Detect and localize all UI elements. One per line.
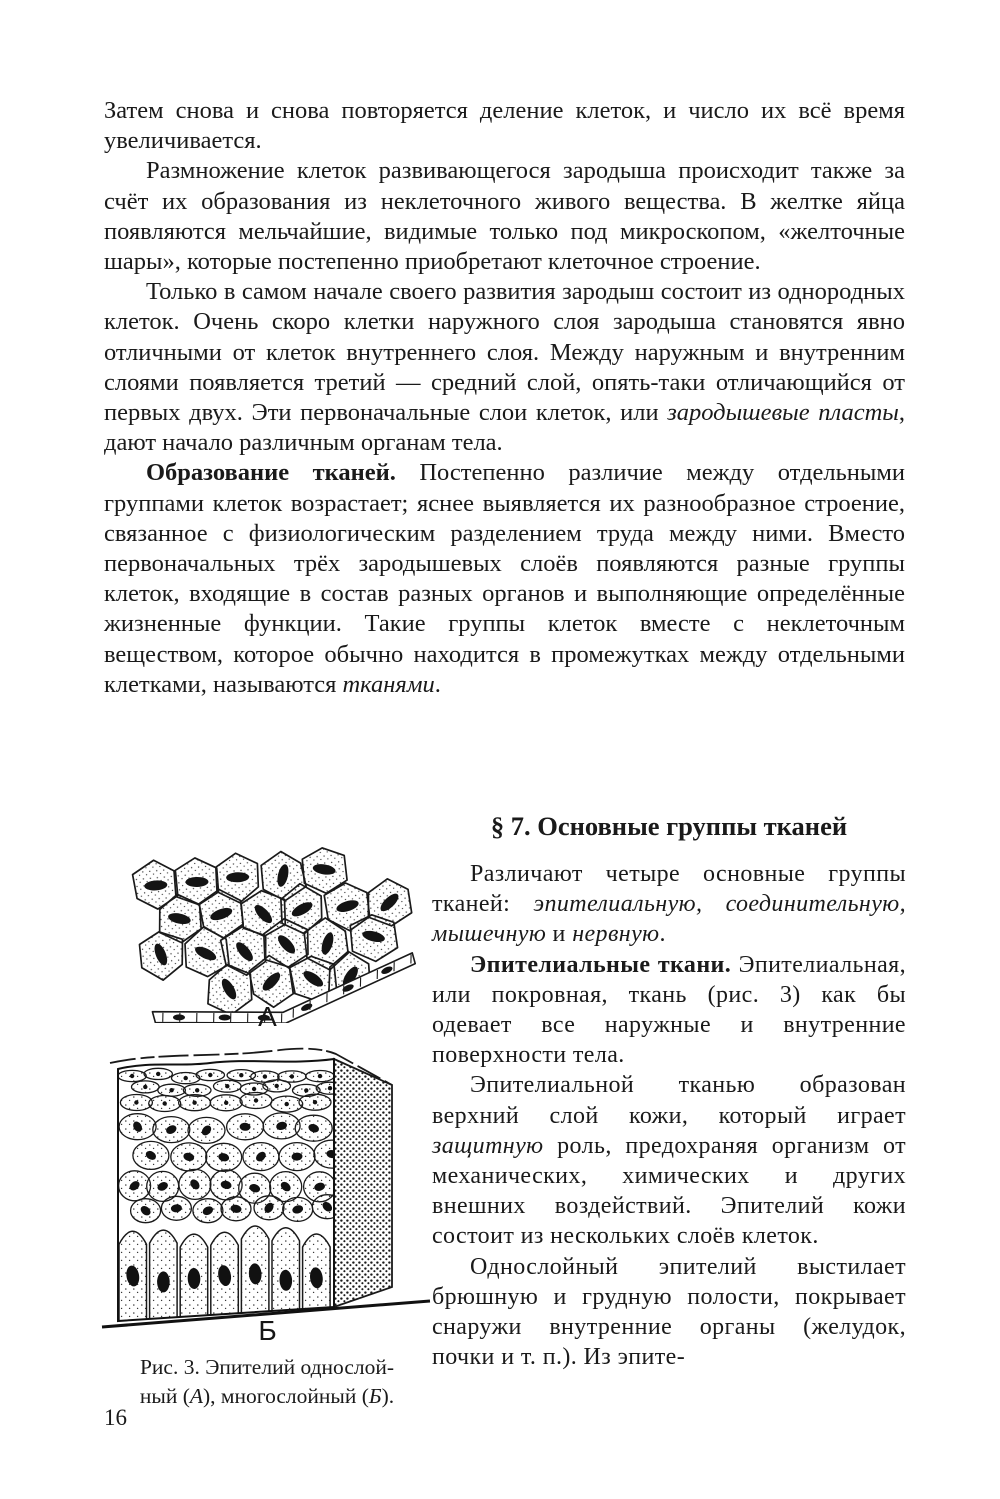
text-run: нервную [572, 921, 660, 948]
paragraph [432, 1252, 906, 1373]
text-run: роль, предохраняя организм от механических, химических и других внешних воздействий. Эпителий кожи состоит из нескольких слоёв клеток. [432, 1132, 906, 1250]
single-layer-epithelium-illustration [126, 845, 418, 1023]
multi-layer-epithelium-illustration [100, 1039, 432, 1331]
text-run: защитную [432, 1132, 544, 1159]
text-run: ). [381, 1383, 395, 1408]
text-run: Различают четыре основные группы тканей: [432, 861, 906, 918]
figure-caption [102, 1353, 432, 1410]
paragraph [432, 950, 906, 1071]
paragraph [104, 277, 905, 458]
text-run: зародышевые пласты [667, 399, 899, 427]
text-run: Однослойный эпителий выстилает брюшную и грудную полости, покрывает снаружи внутренние органы (желудок, почки и т. п.). Из эпите- [432, 1253, 906, 1371]
paragraph [104, 156, 905, 277]
paragraph [104, 96, 905, 156]
figure-label-a: А [258, 1001, 277, 1032]
text-run: Размножение клеток развивающегося зародыша происходит также за счёт их образования из неклеточного живого вещества. В желтке яйца появляются мельчайшие, видимые только под микроскопом, «желточные шары», которые постепенно приобретают клеточное строение. [104, 157, 905, 276]
text-run: Эпителиальной тканью образован верхний слой кожи, который играет [432, 1072, 906, 1129]
section-heading: § 7. Основные группы тканей [490, 811, 848, 841]
text-run: тканями [342, 670, 435, 698]
figure-label-b: Б [258, 1315, 277, 1346]
text-run: ный ( [139, 1383, 190, 1408]
intro-text-block [104, 96, 905, 700]
text-run: и [546, 921, 573, 948]
text-run: Б [368, 1383, 382, 1408]
text-run: Затем снова и снова повторяется деление клеток, и число их всё время увеличивается. [104, 97, 905, 155]
text-run: Образование тканей. [146, 459, 396, 487]
text-run: ), многослойный ( [203, 1383, 369, 1408]
text-run: Эпителиальные ткани. [470, 951, 732, 978]
figure-3 [100, 845, 435, 1420]
text-run: , дают начало различным органам тела. [104, 399, 905, 457]
text-run: . [434, 670, 441, 698]
section-text-column [432, 859, 906, 1372]
text-run: . [659, 921, 666, 948]
text-run: эпителиальную, соединительную, мышечную [432, 891, 906, 948]
paragraph [104, 458, 905, 700]
caption-line2 [102, 1382, 432, 1411]
caption-line1: Рис. 3. Эпителий однослой- [139, 1355, 395, 1379]
paragraph [432, 859, 906, 950]
paragraph [432, 1070, 906, 1251]
page-number: 16 [104, 1405, 127, 1430]
text-run: Только в самом начале своего развития зародыш состоит из однородных клеток. Очень скоро клетки наружного слоя зародыша становятся явно отличными от клеток внутреннего слоя. Между наружным и внутренним слоями появляется третий — средний слой, опять-таки отличающийся от первых двух. Эти первоначальные слои клеток, или [104, 278, 905, 427]
text-run: Эпителиальная, или покровная, ткань (рис. 3) как бы одевает все наружные и внутренние поверхности тела. [432, 951, 906, 1069]
text-run: Постепенно различие между отдельными группами клеток возрастает; яснее выявляется их разнообразное строение, связанное с физиологическим разделением труда между ними. Вместо первоначальных трёх зародышевых слоёв появляются разные группы клеток, входящие в состав разных органов и выполняющие определённые жизненные функции. Такие группы клеток вместе с неклеточным веществом, которое обычно находится в промежутках между отдельными клетками, называются [104, 459, 905, 698]
text-run: А [189, 1383, 204, 1408]
